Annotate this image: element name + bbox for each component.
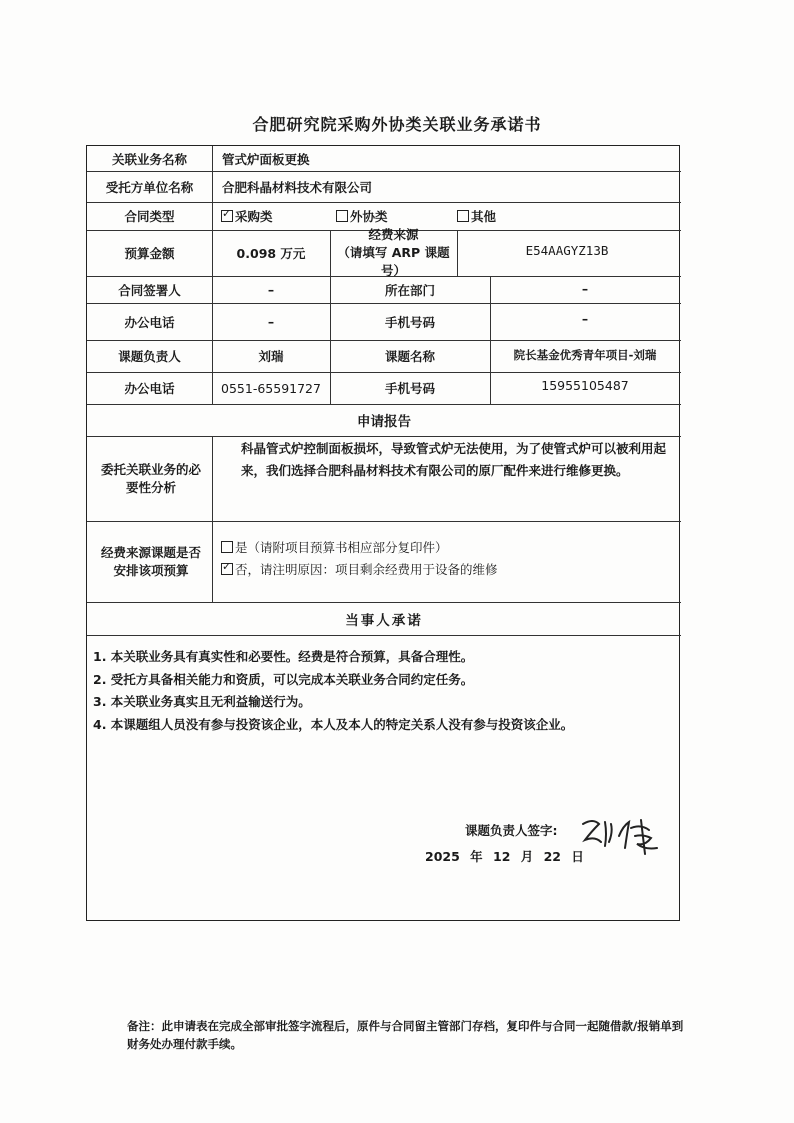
value-department: – [581,280,589,296]
value-fund-source: E54AAGYZ13B [525,242,609,258]
value-office-phone: – [267,314,275,329]
value-mobile: – [581,310,589,326]
label-signer: 合同签署人 [118,282,181,298]
label-supplier: 受托方单位名称 [105,179,194,195]
promise-item: 4. 本课题组人员没有参与投资该企业，本人及本人的特定关系人没有参与投资该企业。 [93,716,574,732]
option-budget-no[interactable]: ✓ 否，请注明原因：项目剩余经费用于设备的维修 [221,558,671,580]
value-supplier: 合肥科晶材料技术有限公司 [222,179,373,195]
promise-item: 1. 本关联业务具有真实性和必要性。经费是符合预算，具备合理性。 [93,649,474,664]
promise-item: 2. 受托方具备相关能力和资质，可以完成本关联业务合同约定任务。 [93,671,474,687]
checkbox-checked-icon [221,210,233,222]
promise-list [93,646,573,736]
value-mobile-2: 15955105487 [541,377,629,393]
checkbox-empty-icon [221,541,233,553]
checkbox-checked-icon [221,563,233,575]
label-mobile-2: 手机号码 [384,381,435,396]
option-budget-yes[interactable]: 是（请附项目预算书相应部分复印件） [221,536,671,558]
value-business-name: 管式炉面板更换 [222,151,310,167]
label-mobile: 手机号码 [384,314,435,330]
value-signer: – [267,282,275,297]
option-purchase[interactable]: ✓ 采购类 [221,202,331,230]
option-other[interactable]: 其他 [457,202,567,230]
necessity-text: 科晶管式炉控制面板损坏，导致管式炉无法使用，为了使管式炉可以被利用起来，我们选择合肥科晶材料技术有限公司的原厂配件来进行维修更换。 [241,441,667,478]
checkbox-empty-icon [457,210,469,222]
label-project-leader: 课题负责人 [118,349,181,364]
promise-heading: 当事人承诺 [345,612,423,629]
signature-label: 课题负责人签字: [465,823,558,838]
footnote: 备注：此申请表在完成全部审批签字流程后，原件与合同留主管部门存档，复印件与合同一起随借款/报销单到财务处办理付款手续。 [127,1019,684,1051]
option-outsource[interactable]: 外协类 [336,202,446,230]
sign-date: 2025 年 12 月 22 日 [425,849,584,864]
document-title: 合肥研究院采购外协类关联业务承诺书 [252,115,542,134]
label-department: 所在部门 [384,282,435,298]
promise-item: 3. 本关联业务真实且无利益输送行为。 [93,694,311,709]
label-budget-arranged: 经费来源课题是否安排该项预算 [100,544,201,578]
label-office-phone-2: 办公电话 [124,381,175,396]
commitment-form [86,145,680,921]
label-contract-type: 合同类型 [124,209,175,224]
value-office-phone-2: 0551-65591727 [221,380,321,396]
label-business-name: 关联业务名称 [111,151,187,167]
label-project-name: 课题名称 [384,349,435,364]
handwritten-signature [579,814,665,856]
value-budget: 0.098 万元 [236,246,306,261]
label-budget: 预算金额 [124,246,175,261]
value-project-leader: 刘瑞 [258,349,284,364]
value-project-name: 院长基金优秀青年项目-刘瑞 [513,348,657,362]
label-necessity: 委托关联业务的必要性分析 [100,461,201,495]
label-office-phone: 办公电话 [124,314,175,330]
checkbox-empty-icon [336,210,348,222]
label-fund-source: 经费来源 （请填写 ARP 课题号） [337,227,450,278]
report-heading: 申请报告 [357,414,411,430]
